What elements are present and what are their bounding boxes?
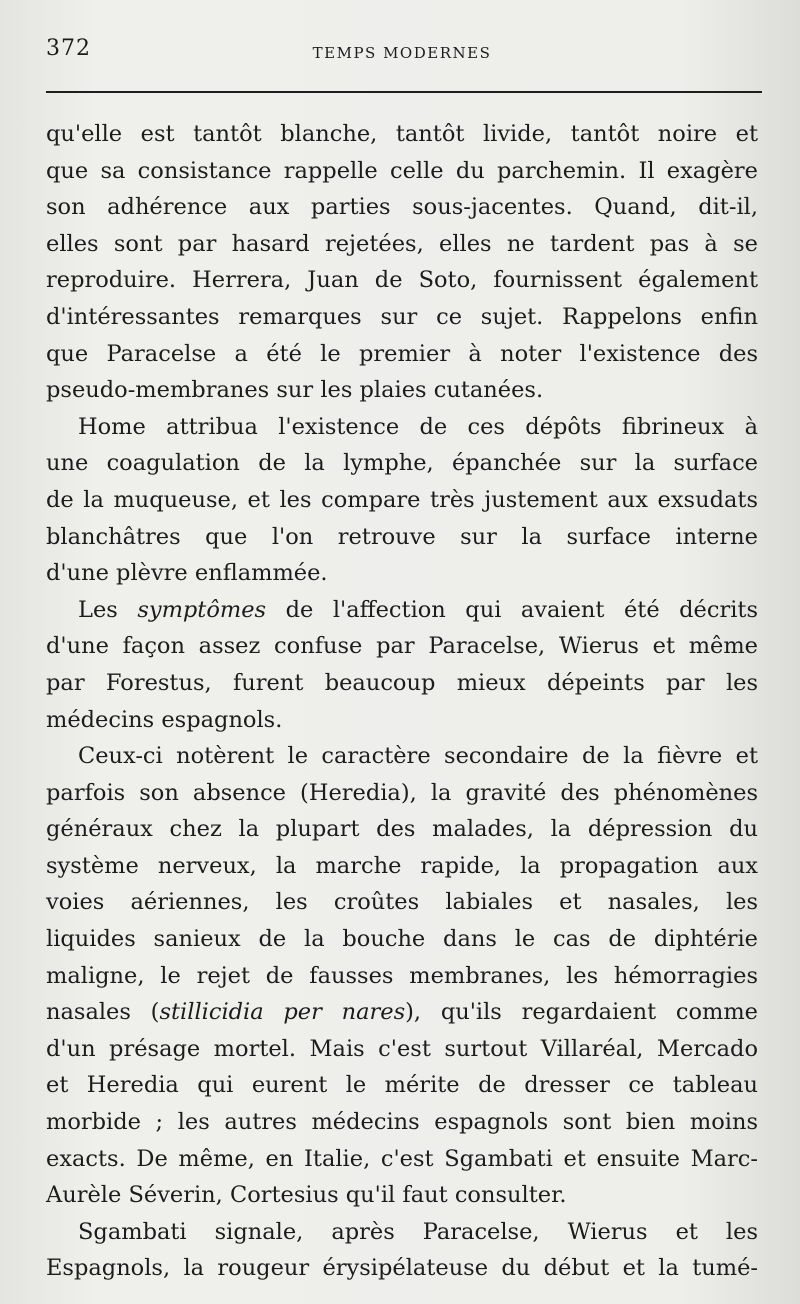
text-segment: Les: [78, 596, 138, 623]
text-line: une coagulation de la lymphe, épanchée sur la surface: [46, 450, 758, 477]
text-line: et Heredia qui eurent le mérite de dresser ce tableau: [46, 1072, 758, 1099]
text-line: morbide ; les autres médecins espagnols sont bien moins: [46, 1109, 758, 1136]
header-rule: [46, 91, 762, 93]
text-line: Aurèle Séverin, Cortesius qu'il faut consulter.: [46, 1182, 567, 1209]
text-line: [46, 592, 758, 629]
text-line: Home attribua l'existence de ces dépôts fibrineux à: [78, 413, 758, 440]
text-line: Sgambati signale, après Paracelse, Wierus et les: [78, 1218, 758, 1245]
text-line: d'un présage mortel. Mais c'est surtout Villaréal, Mercado: [46, 1035, 758, 1062]
text-line: qu'elle est tantôt blanche, tantôt livide, tantôt noire et: [46, 121, 758, 147]
text-line: Ceux-ci notèrent le caractère secondaire de la fièvre et: [78, 743, 758, 770]
text-line: parfois son absence (Heredia), la gravité des phénomènes: [46, 779, 758, 806]
text-line: Espagnols, la rougeur érysipélateuse du début et la tumé-: [46, 1255, 758, 1282]
text-line: blanchâtres que l'on retrouve sur la surface interne: [46, 523, 758, 550]
page-number: 372: [46, 36, 91, 61]
text-line: reproduire. Herrera, Juan de Soto, fournissent également: [46, 267, 758, 294]
text-line: liquides sanieux de la bouche dans le cas de diphtérie: [46, 926, 758, 953]
text-line: pseudo-membranes sur les plaies cutanées.: [46, 377, 544, 404]
text-segment: de l'affection qui avaient été décrits: [266, 596, 758, 623]
text-line: que sa consistance rappelle celle du parchemin. Il exagère: [46, 157, 758, 184]
text-line: système nerveux, la marche rapide, la propagation aux: [46, 852, 758, 879]
text-line: exacts. De même, en Italie, c'est Sgambati et ensuite Marc-: [46, 1145, 758, 1172]
text-line: d'une façon assez confuse par Paracelse, Wierus et même: [46, 633, 758, 660]
text-line: elles sont par hasard rejetées, elles ne tardent pas à se: [46, 230, 758, 257]
italic-term: stillicidia per nares: [159, 999, 406, 1026]
text-line: voies aériennes, les croûtes labiales et nasales, les: [46, 889, 758, 916]
running-head: TEMPS MODERNES: [312, 44, 492, 62]
text-line: généraux chez la plupart des malades, la dépression du: [46, 816, 758, 843]
body-text: [46, 116, 758, 1287]
text-line: que Paracelse a été le premier à noter l'existence des: [46, 340, 758, 367]
page-header: [46, 0, 758, 88]
text-line: par Forestus, furent beaucoup mieux dépeints par les: [46, 669, 758, 696]
text-line: médecins espagnols.: [46, 706, 283, 733]
text-line: d'une plèvre enflammée.: [46, 560, 328, 587]
text-line: son adhérence aux parties sous-jacentes. Quand, dit-il,: [46, 194, 758, 221]
italic-term: symptômes: [137, 596, 267, 623]
text-segment: nasales (: [46, 999, 160, 1026]
text-segment: ), qu'ils regardaient comme: [405, 999, 758, 1026]
text-line: d'intéressantes remarques sur ce sujet. Rappelons enfin: [46, 303, 758, 330]
text-line: [46, 994, 758, 1031]
text-line: de la muqueuse, et les compare très justement aux exsudats: [46, 486, 758, 513]
text-line: maligne, le rejet de fausses membranes, les hémorragies: [46, 962, 758, 989]
